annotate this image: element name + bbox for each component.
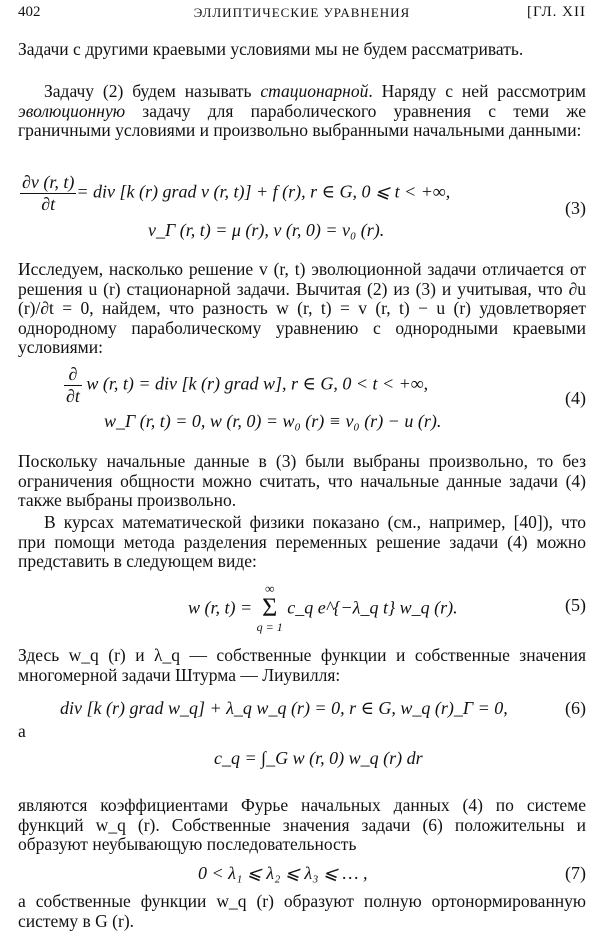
equation-number-3: (3) [565,198,586,218]
paragraph-difference: Исследуем, насколько решение v (r, t) эволюционной задачи отличается от решения u (r) стационарной задачи. Вычитая (2) из (3) и учитывая, что ∂u (r)/∂t = 0, найдем, что разность w (r, t) = v (r, t) − u (r) удовлетворяет однородному параболическому уравнению с однородными краевыми условиями: [18,259,586,357]
equation-number-4: (4) [565,388,586,408]
equation-4-fraction: $\frac{\partial}{\partial t}$ [66,364,80,406]
paragraph-sturm-liouville: Здесь w_q (r) и λ_q — собственные функции и собственные значения многомерной задачи Штурма — Лиувилля: [18,645,586,685]
term-evolution: эволюционную [18,100,126,121]
equation-3-line-1: $\frac{\partial v (r, t)}{\partial t}$ = div [k (r) grad v (r, t)] + f (r), r ∈ G, 0 ⩽ t < +∞, [22,172,451,214]
equation-6: div [k (r) grad w_q] + λ_q w_q (r) = 0, r ∈ G, w_q (r)_Γ = 0, [60,698,508,718]
equation-5: w (r, t) = ∞ Σ q = 1 c_q e^{−λ_q t} w_q (r). [188,581,458,634]
paragraph-separation-method: В курсах математической физики показано (см., например, [40]), что при помощи метода разделения переменных решение задачи (4) можно представить в следующем виде: [18,512,586,571]
equation-4-line-1: $\frac{\partial}{\partial t}$ w (r, t) = div [k (r) grad w], r ∈ G, 0 < t < +∞, [66,364,429,406]
equation-number-5: (5) [565,595,586,615]
running-title: ЭЛЛИПТИЧЕСКИЕ УРАВНЕНИЯ [193,5,411,20]
paragraph-and: а [18,721,26,741]
page-number: 402 [18,4,41,20]
paragraph-orthonormal: а собственные функции w_q (r) образуют полную ортонормированную систему в G (r). [18,891,586,931]
term-stationary: стационарной [260,81,369,101]
equation-4-line-2: w_Γ (r, t) = 0, w (r, 0) = w₀ (r) ≡ v₀ (r) − u (r). [104,411,442,431]
equation-3-fraction: $\frac{\partial v (r, t)}{\partial t}$ [22,172,75,214]
equation-number-7: (7) [565,863,586,883]
running-header [18,4,586,26]
equation-3-line-2: v_Γ (r, t) = μ (r), v (r, 0) = v₀ (r). [148,220,385,240]
paragraph-other-conditions: Задачи с другими краевыми условиями мы не будем рассматривать. [18,39,524,59]
paragraph-arbitrary-data: Поскольку начальные данные в (3) были выбраны произвольно, то без ограничения общности можно считать, что начальные данные задачи (4) также выбраны произвольно. [18,451,586,510]
summation: ∞ Σ q = 1 [256,581,283,634]
equation-fourier-coefficient: c_q = ∫_G w (r, 0) w_q (r) dr [214,748,423,768]
paragraph-fourier: являются коэффициентами Фурье начальных данных (4) по системе функций w_q (r). Собственные значения задачи (6) положительны и образуют неубывающую последовательность [18,795,586,854]
paragraph-stationary-evolution: Задачу (2) будем называть стационарной. Наряду с ней рассмотрим эволюционную задачу для параболического уравнения с теми же граничными условиями и произвольно выбранными начальными данными: [18,81,586,140]
chapter-marker: [ГЛ. XII [526,4,586,20]
equation-7: 0 < λ₁ ⩽ λ₂ ⩽ λ₃ ⩽ … , [198,863,368,883]
equation-number-6: (6) [565,698,586,718]
